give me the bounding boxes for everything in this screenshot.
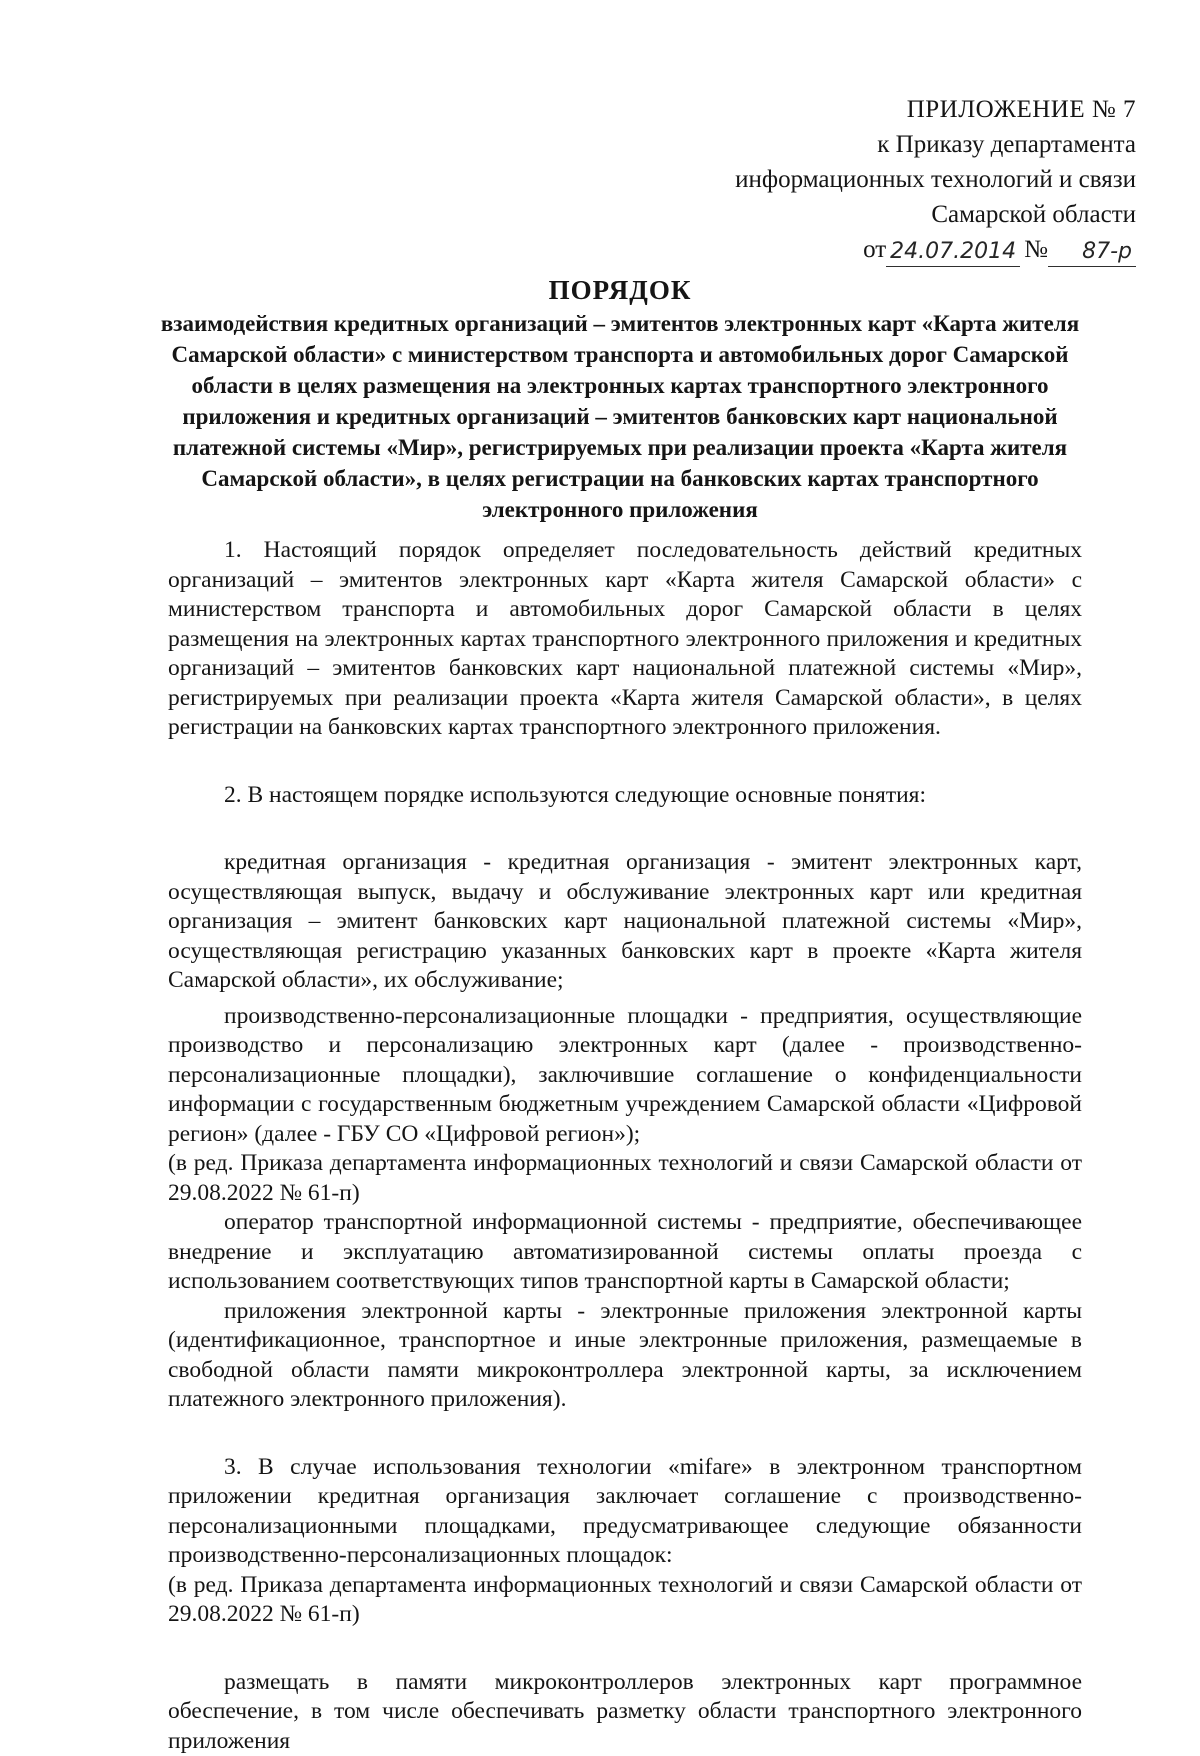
definition-production-sites: производственно-персонализационные площадки - предприятия, осуществляющие производство и персонализацию электронных карт (далее - производственно-персонализационные площадки), заключившие соглашение о конфиденциальности информации с государственным бюджетным учреждением Самарской области «Цифровой регион» (далее - ГБУ СО «Цифровой регион»); (168, 1002, 1082, 1150)
handwritten-date: 24.07.2014 (886, 238, 1020, 267)
appendix-line-3: Самарской области (735, 197, 1136, 232)
paragraph-3: 3. В случае использования технологии «mifare» в электронном транспортном приложении кредитная организация заключает соглашение с производственно-персонализационными площадками, предусматривающее следующие обязанности производственно-персонализационных площадок: (168, 1453, 1082, 1571)
date-prefix: от (863, 232, 886, 267)
appendix-block (735, 92, 1136, 267)
document-heading (160, 272, 1080, 525)
amendment-note-2: (в ред. Приказа департамента информационных технологий и связи Самарской области от 29.08.2022 № 61-п) (168, 1571, 1082, 1630)
paragraph-1: 1. Настоящий порядок определяет последовательность действий кредитных организаций – эмитентов электронных карт «Карта жителя Самарской области» с министерством транспорта и автомобильных дорог Самарской области в целях размещения на электронных картах транспортного электронного приложения и кредитных организаций – эмитентов банковских карт национальной платежной системы «Мир», регистрируемых при реализации проекта «Карта жителя Самарской области», в целях регистрации на банковских картах транспортного электронного приложения. (168, 536, 1082, 743)
document-body (168, 536, 1082, 1756)
document-subtitle: взаимодействия кредитных организаций – эмитентов электронных карт «Карта жителя Самарской области» с министерством транспорта и автомобильных дорог Самарской области в целях размещения на электронных картах транспортного электронного приложения и кредитных организаций – эмитентов банковских карт национальной платежной системы «Мир», регистрируемых при реализации проекта «Карта жителя Самарской области», в целях регистрации на банковских картах транспортного электронного приложения (160, 308, 1080, 525)
amendment-note-1: (в ред. Приказа департамента информационных технологий и связи Самарской области от 29.08.2022 № 61-п) (168, 1149, 1082, 1208)
handwritten-number: 87-р (1048, 238, 1136, 267)
definition-transport-operator: оператор транспортной информационной системы - предприятие, обеспечивающее внедрение и эксплуатацию автоматизированной системы оплаты проезда с использованием соответствующих типов транспортной карты в Самарской области; (168, 1208, 1082, 1297)
appendix-title: ПРИЛОЖЕНИЕ № 7 (735, 92, 1136, 127)
document-title: ПОРЯДОК (160, 272, 1080, 308)
appendix-line-1: к Приказу департамента (735, 127, 1136, 162)
order-date-line (863, 232, 1136, 267)
paragraph-2: 2. В настоящем порядке используются следующие основные понятия: (168, 781, 1082, 811)
appendix-line-2: информационных технологий и связи (735, 162, 1136, 197)
obligation-item: размещать в памяти микроконтроллеров электронных карт программное обеспечение, в том числе обеспечивать разметку области транспортного электронного приложения (168, 1668, 1082, 1756)
number-prefix: № (1024, 232, 1048, 267)
definition-card-applications: приложения электронной карты - электронные приложения электронной карты (идентификационное, транспортное и иные электронные приложения, размещаемые в свободной области памяти микроконтроллера электронной карты, за исключением платежного электронного приложения). (168, 1297, 1082, 1415)
definition-credit-organization: кредитная организация - кредитная организация - эмитент электронных карт, осуществляющая выпуск, выдачу и обслуживание электронных карт или кредитная организация – эмитент банковских карт национальной платежной системы «Мир», осуществляющая регистрацию указанных банковских карт в проекте «Карта жителя Самарской области», их обслуживание; (168, 848, 1082, 996)
